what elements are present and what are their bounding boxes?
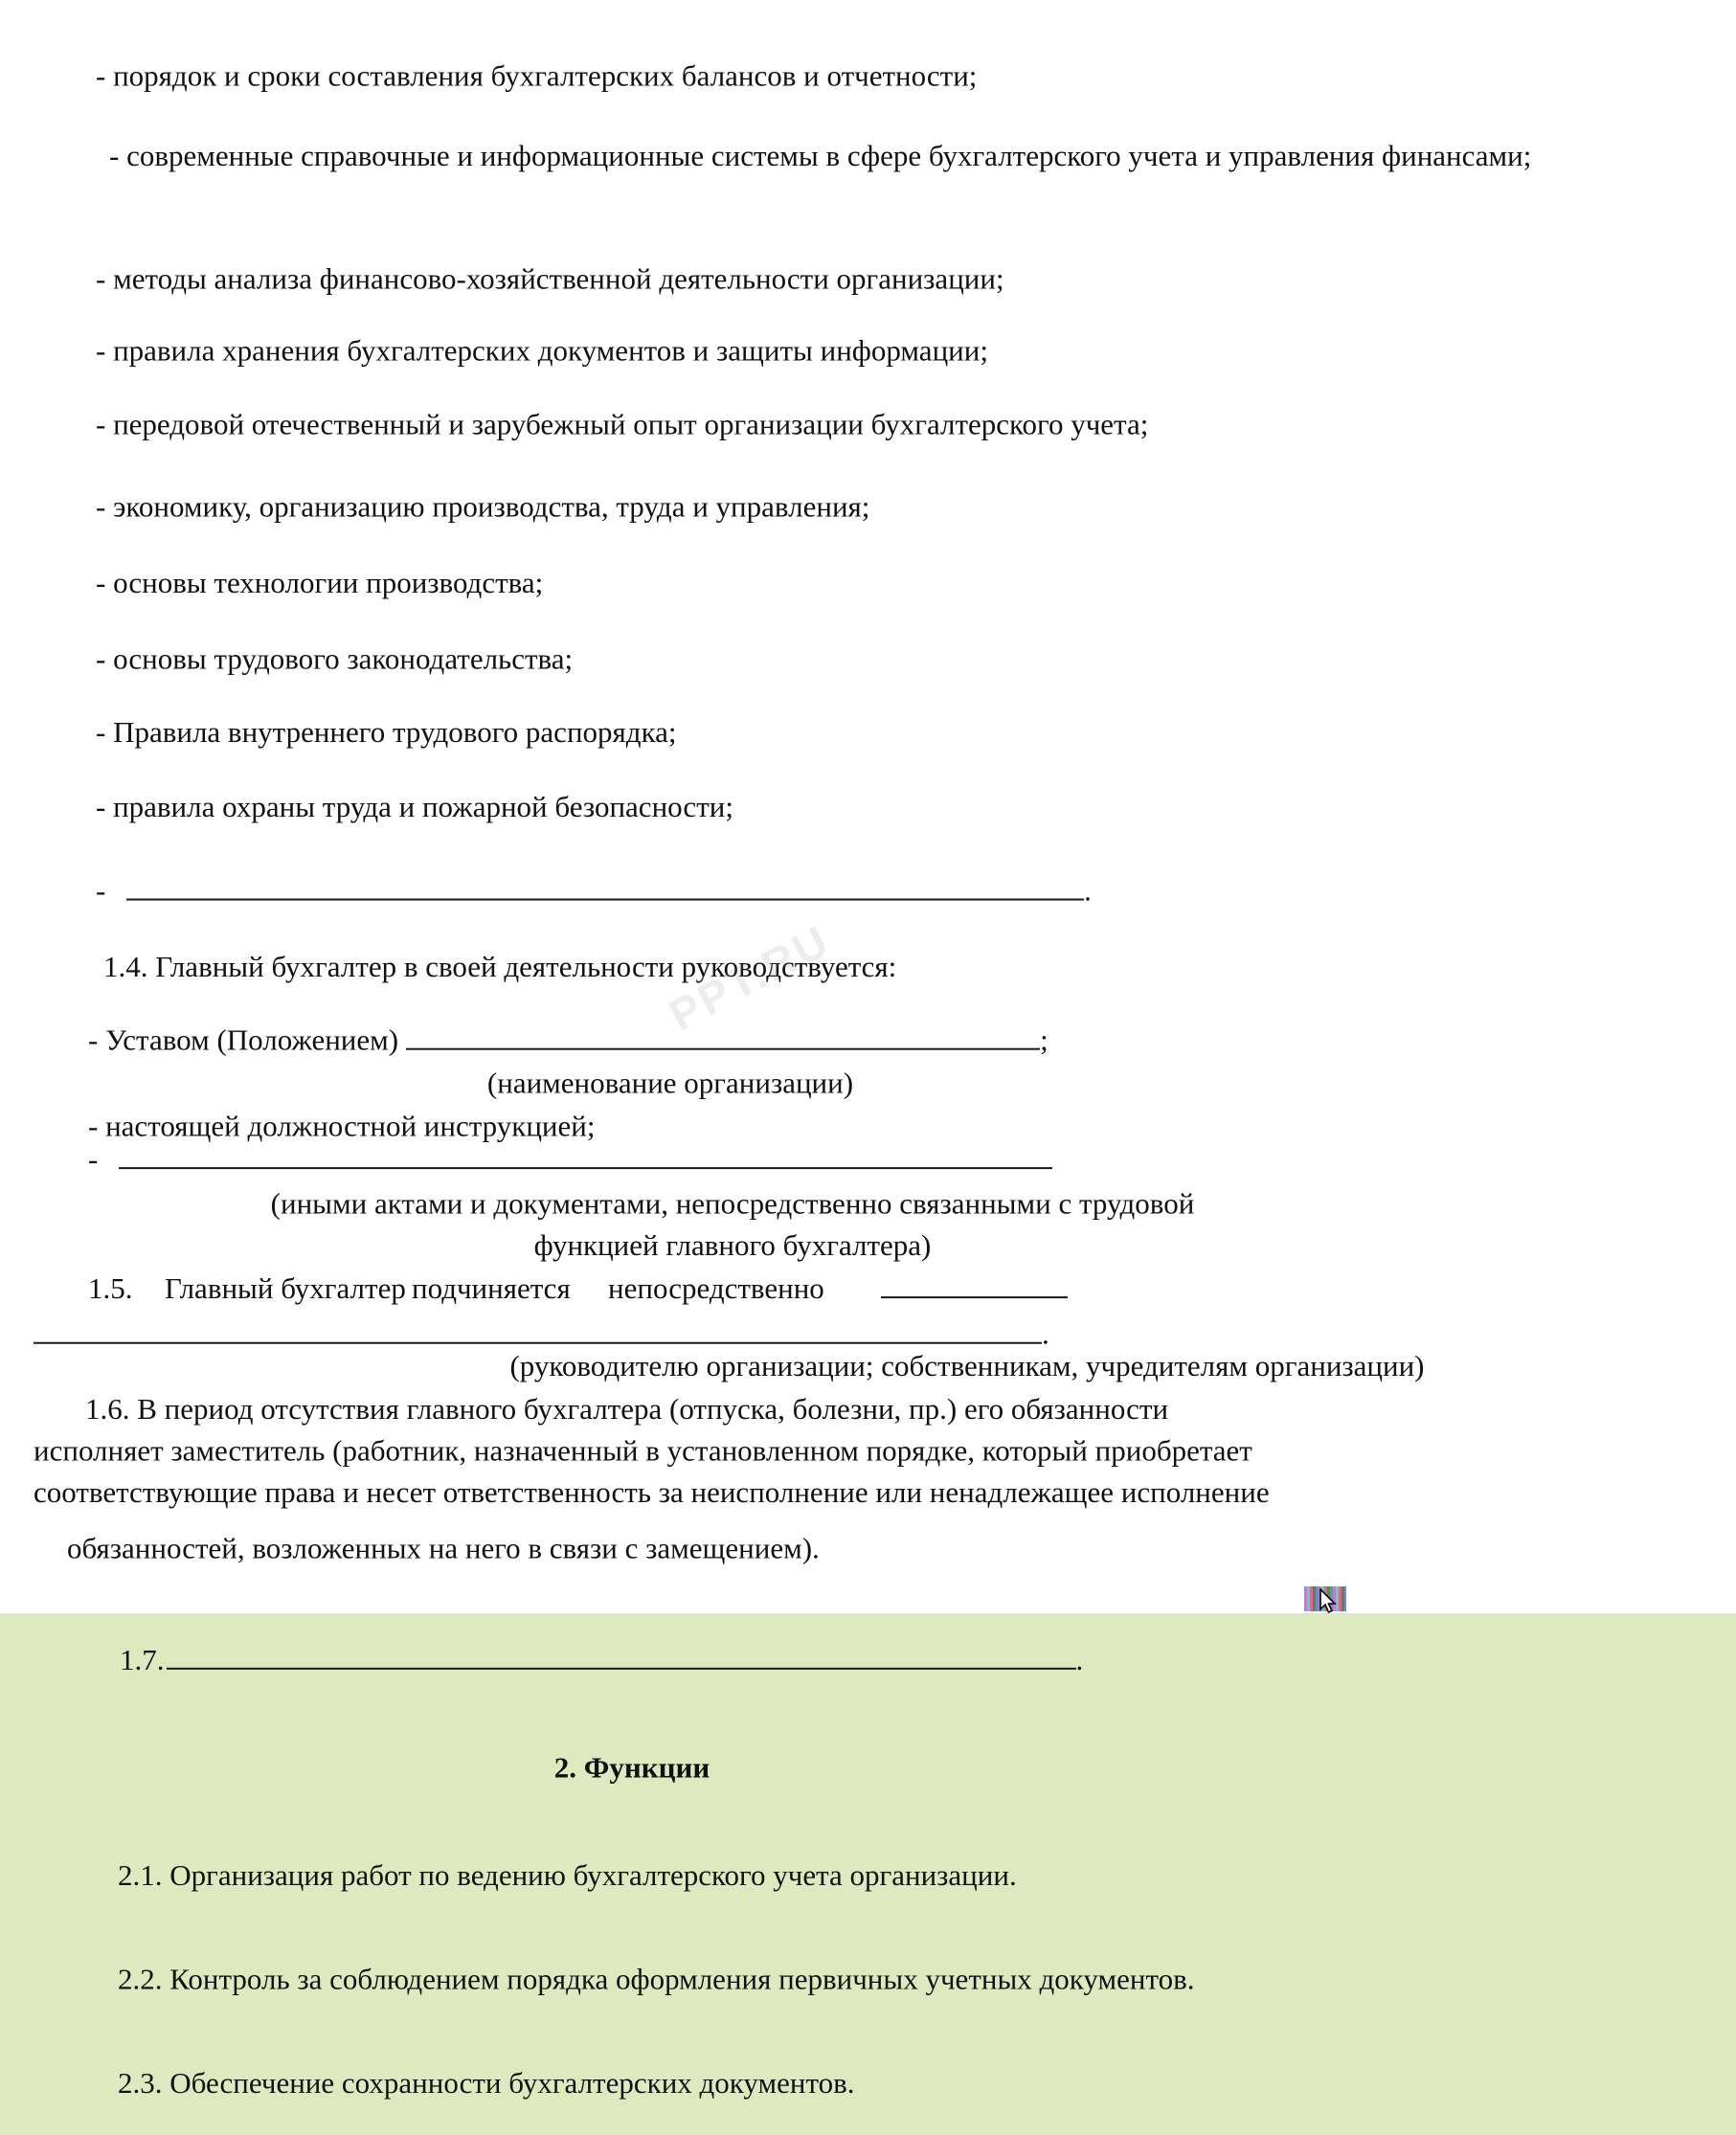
knowledge-item: - экономику, организацию производства, труда и управления; (96, 489, 870, 524)
knowledge-item: - порядок и сроки составления бухгалтерских балансов и отчетности; (96, 58, 978, 93)
clause-1-4-item-instruction: - настоящей должностной инструкцией; (88, 1109, 596, 1143)
rule-terminator: . (1084, 873, 1092, 908)
clause-1-6-line-4: обязанностей, возложенных на него в связи с замещением). (67, 1531, 820, 1565)
ustav-label: - Уставом (Положением) (88, 1023, 399, 1057)
clause-1-5-word-1: Главный бухгалтер (165, 1271, 406, 1306)
caption-organization-name: (наименование организации) (486, 1066, 854, 1100)
fill-in-rule[interactable] (126, 875, 1084, 900)
dash-marker: - (96, 873, 106, 908)
knowledge-item: - методы анализа финансово-хозяйственной деятельности организации; (96, 261, 1004, 296)
mouse-pointer-icon (1319, 1588, 1341, 1617)
rule-terminator: . (1042, 1316, 1049, 1351)
clause-1-6-line-2: исполняет заместитель (работник, назначенный в установленном порядке, который приобретает (34, 1433, 1252, 1468)
knowledge-item: - передовой отечественный и зарубежный опыт организации бухгалтерского учета; (96, 407, 1149, 441)
section-2-item: 2.2. Контроль за соблюдением порядка оформления первичных учетных документов. (118, 1962, 1195, 1996)
blank-fill-line-row (96, 872, 1685, 910)
caption-other-acts-line-2: функцией главного бухгалтера) (533, 1228, 932, 1263)
clause-1-4-item-blank (88, 1140, 1678, 1179)
clause-1-5-line (88, 1270, 1697, 1308)
fill-in-rule[interactable] (167, 1645, 1076, 1670)
section-2-item: 2.3. Обеспечение сохранности бухгалтерских документов. (118, 2065, 855, 2100)
dash-marker: - (88, 1142, 99, 1177)
rule-terminator: ; (1040, 1023, 1048, 1057)
clause-1-4-item-ustav (88, 1022, 1678, 1060)
rule-terminator: . (1075, 1642, 1084, 1676)
section-2-item: 2.1. Организация работ по ведению бухгалтерского учета организации. (118, 1857, 1017, 1892)
fill-in-rule[interactable] (119, 1144, 1052, 1169)
fill-in-rule[interactable] (406, 1025, 1040, 1050)
knowledge-item: - правила охраны труда и пожарной безопасности; (96, 790, 733, 824)
section-2-heading: 2. Функции (553, 1750, 710, 1785)
knowledge-item: - Правила внутреннего трудового распорядка; (96, 715, 677, 750)
clause-1-6-line-1: 1.6. В период отсутствия главного бухгалтера (отпуска, болезни, пр.) его обязанности (85, 1391, 1169, 1426)
clause-1-7-line (120, 1641, 1709, 1679)
caption-other-acts-line-1: (иными актами и документами, непосредственно связанными с трудовой (270, 1186, 1195, 1221)
fill-in-rule[interactable] (881, 1273, 1068, 1298)
watermark-ppt-ru: PPT.RU (661, 914, 839, 1041)
knowledge-item: - основы технологии производства; (96, 565, 544, 599)
fill-in-rule[interactable] (34, 1319, 1042, 1344)
clause-1-5-word-3: непосредственно (608, 1271, 824, 1306)
knowledge-item: - правила хранения бухгалтерских документов и защиты информации; (96, 333, 988, 368)
caption-subordination: (руководителю организации; собственникам, учредителям организации) (509, 1348, 1425, 1382)
clause-1-5-number: 1.5. (88, 1271, 133, 1306)
knowledge-item: - современные справочные и информационные системы в сфере бухгалтерского учета и управления финансами; (109, 138, 1532, 172)
clause-1-7-number: 1.7. (120, 1642, 165, 1676)
clause-1-5-word-2: подчиняется (412, 1271, 571, 1306)
clause-1-4-heading: 1.4. Главный бухгалтер в своей деятельности руководствуется: (103, 949, 897, 983)
clause-1-6-line-3: соответствующие права и несет ответственность за неисполнение или ненадлежащее исполнение (34, 1475, 1270, 1510)
knowledge-item: - основы трудового законодательства; (96, 641, 574, 676)
